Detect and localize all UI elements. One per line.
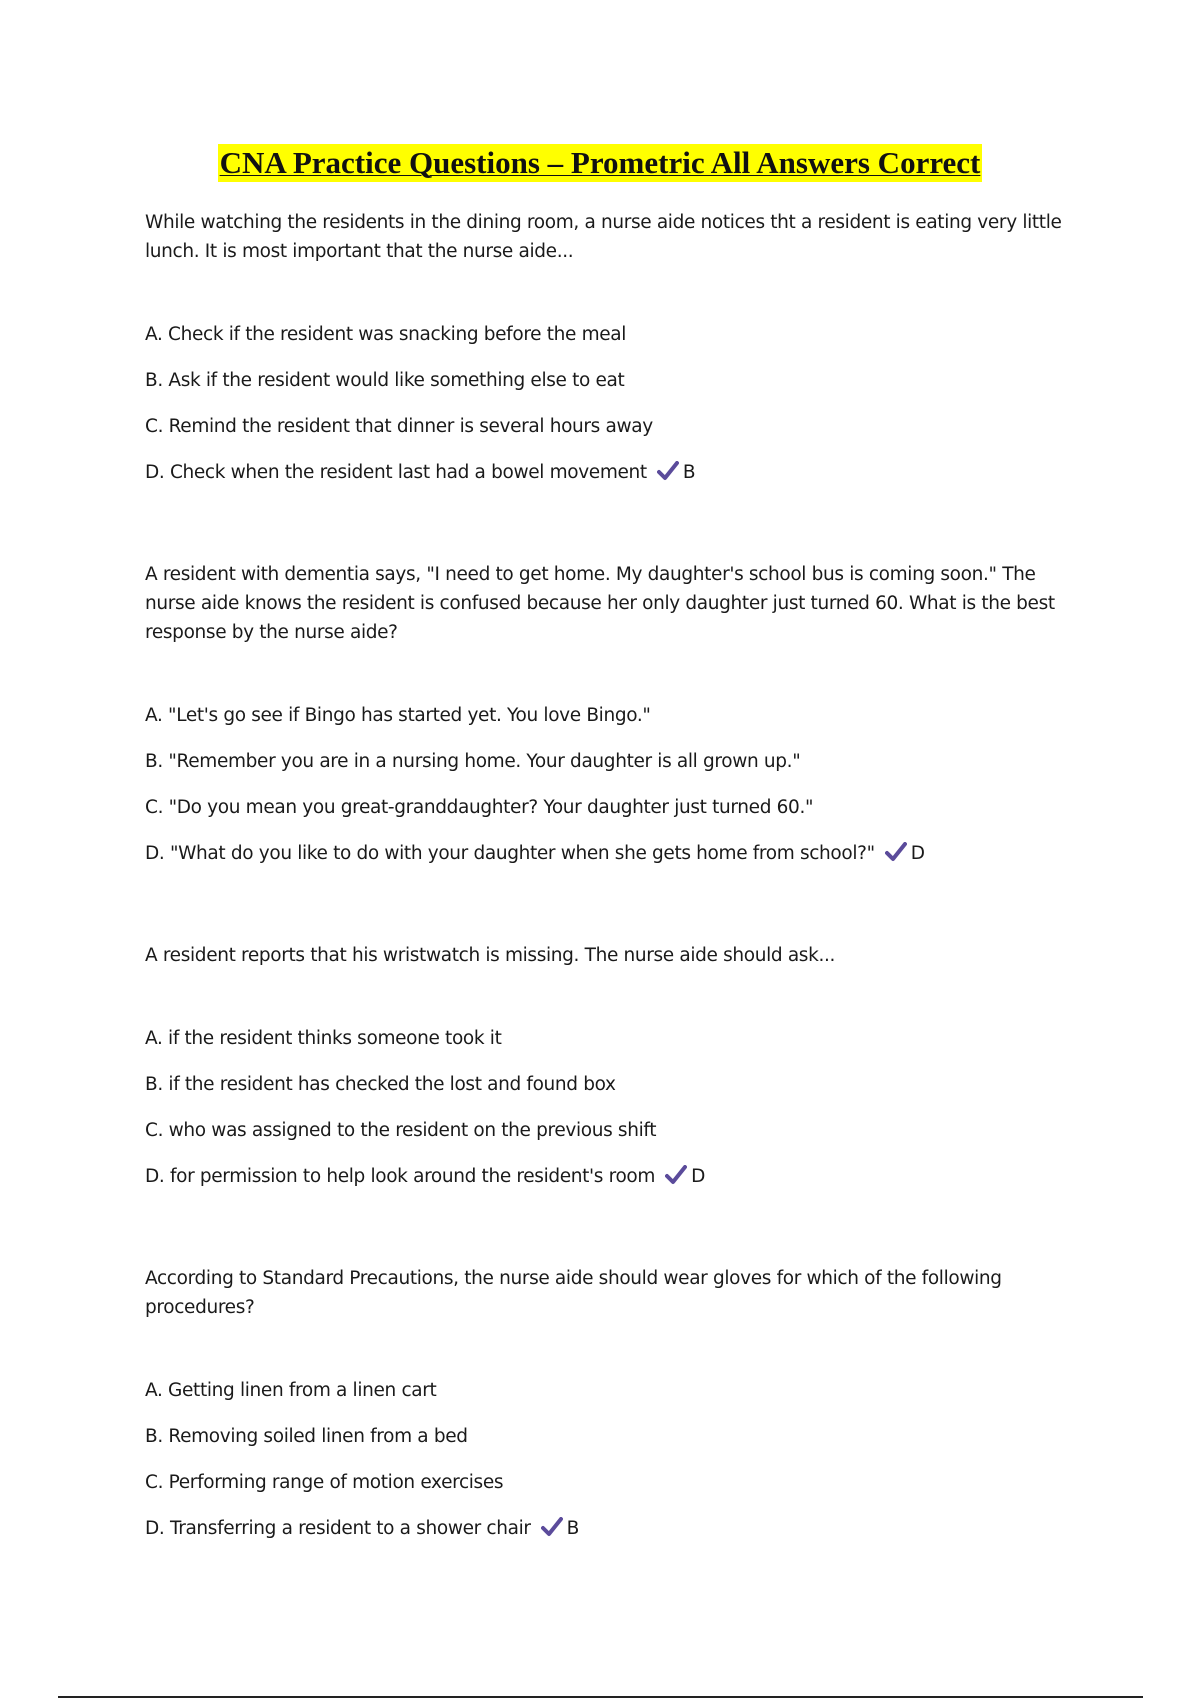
options-list	[145, 702, 1065, 868]
question-block-3	[145, 941, 1065, 1191]
question-block-2	[145, 560, 1065, 868]
option-text: B. if the resident has checked the lost and found box	[145, 1074, 616, 1095]
option-c	[145, 1469, 1065, 1515]
option-text: D. Transferring a resident to a shower chair	[145, 1518, 531, 1539]
option-text: D. Check when the resident last had a bowel movement	[145, 462, 647, 483]
question-text: A resident reports that his wristwatch is missing. The nurse aide should ask...	[145, 945, 836, 966]
correct-answer: B	[566, 1518, 580, 1539]
option-a	[145, 1025, 1065, 1071]
option-text: B. Ask if the resident would like something else to eat	[145, 370, 625, 391]
footer-divider	[58, 1696, 1143, 1698]
option-b	[145, 1071, 1065, 1117]
option-b	[145, 367, 1065, 413]
option-text: A. Check if the resident was snacking before the meal	[145, 324, 627, 345]
checkmark-icon	[885, 842, 907, 862]
correct-answer: B	[682, 462, 696, 483]
option-text: B. "Remember you are in a nursing home. Your daughter is all grown up."	[145, 751, 801, 772]
option-b	[145, 748, 1065, 794]
option-a	[145, 702, 1065, 748]
correct-answer: D	[910, 843, 925, 864]
question-block-1	[145, 208, 1065, 487]
option-text: A. if the resident thinks someone took it	[145, 1028, 502, 1049]
option-text: D. "What do you like to do with your daughter when she gets home from school?"	[145, 843, 875, 864]
option-a	[145, 321, 1065, 367]
option-d	[145, 1515, 1065, 1543]
option-text: B. Removing soiled linen from a bed	[145, 1426, 468, 1447]
option-d	[145, 1163, 1065, 1191]
option-a	[145, 1377, 1065, 1423]
option-text: C. Performing range of motion exercises	[145, 1472, 504, 1493]
question-text: A resident with dementia says, "I need to get home. My daughter's school bus is coming soon." The nurse aide knows the resident is confused because her only daughter just turned 60. What is the best response by the nurse aide?	[145, 564, 1055, 643]
option-text: A. "Let's go see if Bingo has started yet. You love Bingo."	[145, 705, 651, 726]
correct-answer: D	[691, 1166, 705, 1187]
questions-list	[145, 208, 1065, 1543]
question-text: According to Standard Precautions, the nurse aide should wear gloves for which of the following procedures?	[145, 1268, 1002, 1318]
document-title: CNA Practice Questions – Prometric All Answers Correct	[219, 145, 981, 180]
checkmark-icon	[541, 1517, 563, 1537]
option-text: C. "Do you mean you great-granddaughter? Your daughter just turned 60."	[145, 797, 814, 818]
option-text: A. Getting linen from a linen cart	[145, 1380, 437, 1401]
option-b	[145, 1423, 1065, 1469]
option-d	[145, 840, 1065, 868]
checkmark-icon	[665, 1165, 687, 1185]
option-text: D. for permission to help look around the resident's room	[145, 1166, 656, 1187]
options-list	[145, 321, 1065, 487]
option-c	[145, 1117, 1065, 1163]
option-text: C. Remind the resident that dinner is several hours away	[145, 416, 653, 437]
checkmark-icon	[657, 461, 679, 481]
question-text: While watching the residents in the dining room, a nurse aide notices tht a resident is eating very little lunch. It is most important that the nurse aide...	[145, 212, 1062, 262]
option-c	[145, 413, 1065, 459]
options-list	[145, 1025, 1065, 1191]
option-c	[145, 794, 1065, 840]
option-text: C. who was assigned to the resident on the previous shift	[145, 1120, 657, 1141]
option-d	[145, 459, 1065, 487]
options-list	[145, 1377, 1065, 1543]
title-container	[0, 144, 1200, 182]
question-block-4	[145, 1264, 1065, 1543]
